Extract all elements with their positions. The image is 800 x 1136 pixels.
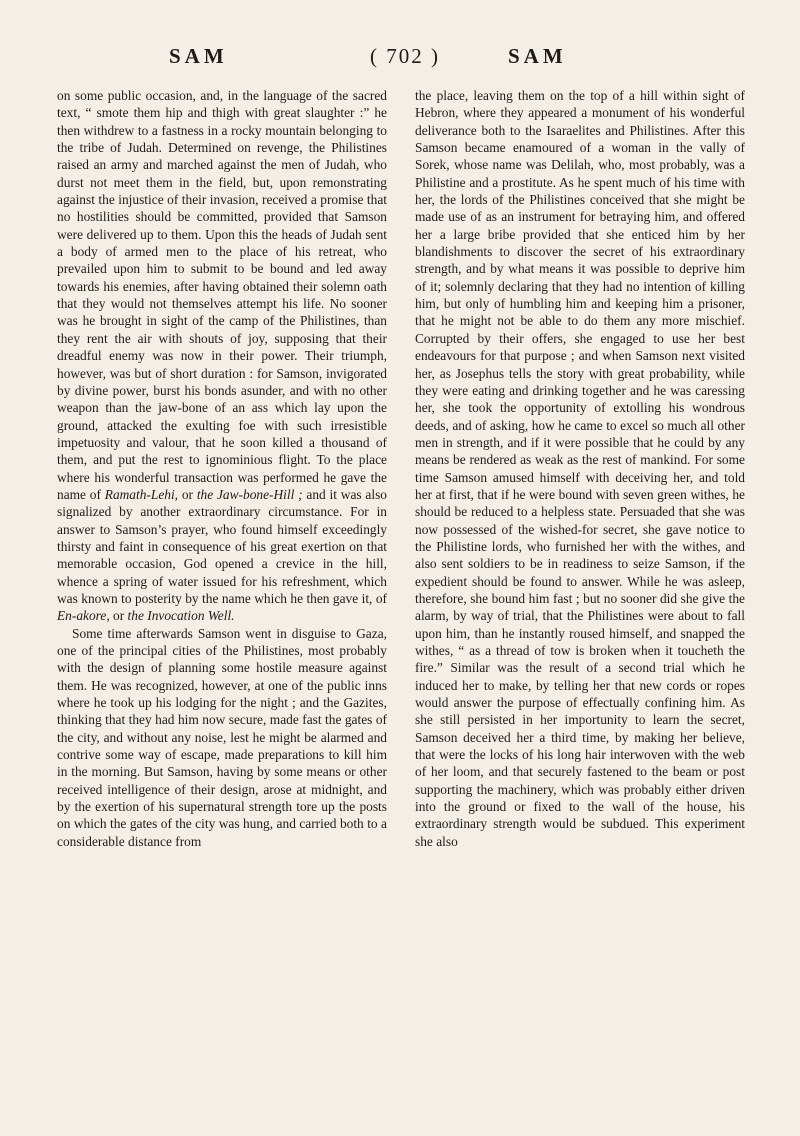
paragraph	[57, 87, 387, 625]
header-right-title: SAM	[508, 44, 567, 68]
text-run: on some public occasion, and, in the language of the sacred text, “ smote them hip and thigh with great slaughter :” he then withdrew to a fastness in a rocky mountain belonging to the tribe of Judah. Determined on revenge, the Philistines raised an army and marched against the men of Judah, who durst not meet them in the field, but, upon remonstrating against the injustice of their invasion, received a promise that no hostilities should be committed, provided that Samson were delivered up to them. Upon this the heads of Judah sent a body of armed men to the place of his retreat, who prevailed upon him to submit to be bound and led away towards his enemies, after having obtained their solemn oath that they would not themselves attempt his life. No sooner was he brought in sight of the camp of the Philistines, than they rent the air with shouts of joy, supposing that their dreadful enemy was now in their power. Their triumph, however, was but of short duration : for Samson, invigorated by divine power, burst his bonds asunder, and with no other weapon than the jaw-bone of an ass which lay upon the ground, attacked the exulting foe with such irresistible impetuosity and valour, that he soon killed a thousand of them, and put the rest to ignominious flight. To the place where his wonderful transaction was performed he gave the name of	[57, 88, 387, 502]
paragraph: Some time afterwards Samson went in disguise to Gaza, one of the principal cities of the Philistines, most probably with the design of planning some hostile measure against them. He was recognized, however, at one of the public inns where he took up his lodging for the night ; and the Gazites, thinking that they had him now secure, made fast the gates of the city, and without any noise, lest he might be alarmed and contrive some way of escape, made preparations to kill him in the morning. But Samson, having by some means or other received intelligence of their design, arose at midnight, and by the exertion of his supernatural strength tore up the posts on which the gates of the city was hung, and carried both to a considerable distance from	[57, 625, 387, 849]
page-number: ( 702 )	[370, 44, 440, 68]
place-name: En-akore,	[57, 608, 110, 624]
left-column	[57, 87, 387, 850]
header-left-title: SAM	[169, 44, 228, 68]
place-name: Ramath-Lehi,	[104, 486, 179, 502]
place-name: the Invocation Well.	[127, 608, 235, 624]
text-run: or	[109, 608, 128, 624]
place-name: the Jaw-bone-Hill ;	[196, 486, 303, 502]
paragraph: the place, leaving them on the top of a hill within sight of Hebron, where they appeared a monument of his wonderful deliverance both to the Isaraelites and Philistines. After this Samson became enamoured of a woman in the vally of Sorek, whose name was Delilah, who, most probably, was a Philistine and a prostitute. As he spent much of his time with her, the lords of the Philistines conceived that she might be made use of as an instrument for betraying him, and offered her a large bribe provided that she enticed him by her blandishments to discover the secret of his extraordinary strength, and by what means it was possible to deprive him of it; solemnly declaring that they had no intention of killing him, but only of humbling him and keeping him a prisoner, that he might not be able to do them any more mischief. Corrupted by their offers, she engaged to use her best endeavours for that purpose ; and when Samson next visited her, as Josephus tells the story with great probability, while they were eating and drinking together and he was caressing her, she took the opportunity of extolling his wondrous deeds, and of asking, how he came to excel so much all other men in strength, and if it were possible that he could by any means be rendered as weak as the rest of mankind. For some time Samson amused himself with deceiving her, and told her at first, that if he were bound with seven green withes, he should be reduced to a helpless state. Persuaded that she was now possessed of the wished-for secret, she gave notice to the Philistine lords, who furnished her with the withes, and also sent soldiers to be in readiness to seize Samson, if the expedient should be found to answer. While he was asleep, therefore, she bound him fast ; but no sooner did she give the alarm, by way of trial, that the Philistines were about to fall upon him, than he instantly roused himself, and snapped the withes, “ as a thread of tow is broken when it toucheth the fire.” Similar was the result of a second trial which he induced her to make, by telling her that new cords or ropes would answer the purpose of effectually confining him. As she still persisted in her importunity to learn the secret, Samson deceived her a third time, by making her believe, that were the locks of his long hair interwoven with the web of her loom, and that securely fastened to the beam or post supporting the machinery, which was probably either driven into the ground or fixed to the wall of the house, his extraordinary strength would be subdued. This experiment she also	[415, 88, 745, 849]
text-run: and it was also signalized by another extraordinary circumstance. For in answer to Samson’s prayer, who found himself exceedingly thirsty and faint in consequence of his great exertion on that memorable occasion, God opened a crevice in the hill, whence a spring of water issued for his refreshment, which was known to posterity by the name which he then gave it, of	[57, 486, 387, 606]
running-header	[0, 44, 800, 72]
text-run: or	[178, 486, 197, 502]
right-column	[415, 87, 745, 850]
